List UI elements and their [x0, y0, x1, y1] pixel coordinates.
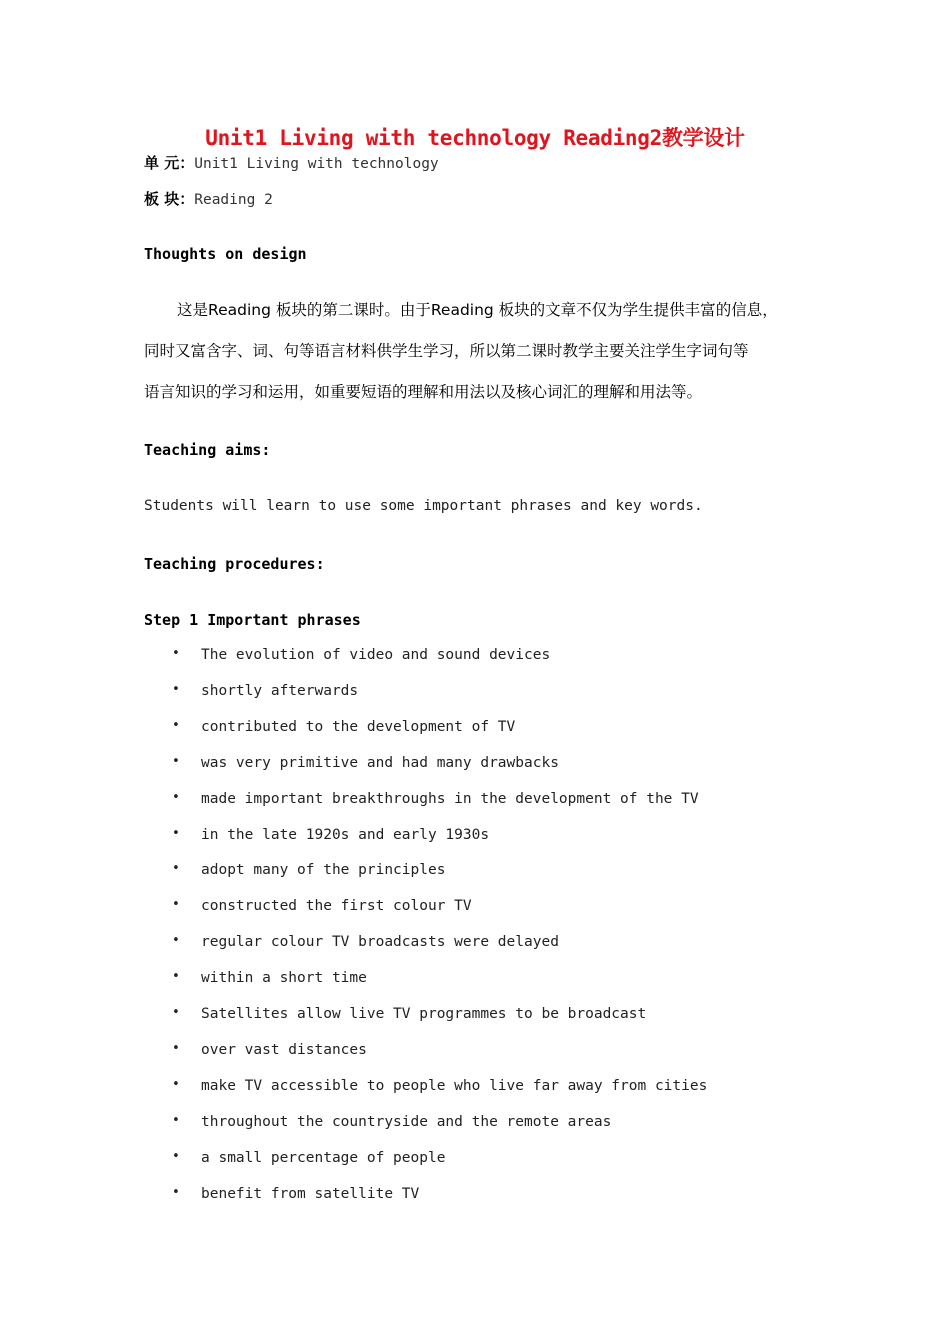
thoughts-heading: Thoughts on design [144, 245, 307, 263]
bullet-icon: • [172, 825, 180, 841]
bullet-icon: • [172, 1184, 180, 1200]
bullet-icon: • [172, 789, 180, 805]
aims-heading: Teaching aims: [144, 441, 271, 459]
list-item-text: adopt many of the principles [201, 862, 446, 879]
bullet-icon: • [172, 897, 180, 913]
bullet-icon: • [172, 1076, 180, 1092]
block-row [144, 188, 273, 209]
procedures-heading: Teaching procedures: [144, 555, 325, 573]
list-item-text: was very primitive and had many drawbacks [201, 754, 559, 771]
unit-label: 单 元： [144, 154, 195, 172]
step1-heading: Step 1 Important phrases [144, 611, 361, 629]
bullet-icon: • [172, 717, 180, 733]
bullet-icon: • [172, 1040, 180, 1056]
bullet-icon: • [172, 861, 180, 877]
bullet-icon: • [172, 753, 180, 769]
block-value: Reading 2 [194, 192, 273, 208]
list-item-text: regular colour TV broadcasts were delayed [201, 934, 559, 951]
list-item-text: The evolution of video and sound devices [201, 647, 551, 663]
bullet-icon: • [172, 646, 180, 661]
document-title: Unit1 Living with technology Reading2教学设计 [205, 126, 745, 150]
bullet-icon: • [172, 1112, 180, 1128]
bullet-icon: • [172, 933, 180, 949]
bullet-icon: • [172, 681, 180, 697]
thoughts-paragraph [144, 290, 824, 413]
aims-text: Students will learn to use some important phrases and key words. [144, 498, 703, 514]
list-item-text: contributed to the development of TV [201, 718, 516, 735]
list-item-text: make TV accessible to people who live far away from cities [201, 1077, 708, 1094]
bullet-icon: • [172, 969, 180, 985]
unit-value: Unit1 Living with technology [194, 156, 439, 172]
unit-row [144, 152, 439, 173]
bullet-icon: • [172, 1148, 180, 1164]
list-item-text: Satellites allow live TV programmes to be broadcast [201, 1006, 647, 1022]
block-label: 板 块： [144, 190, 195, 208]
list-item-text: shortly afterwards [201, 682, 359, 699]
list-item-text: benefit from satellite TV [201, 1185, 420, 1202]
thoughts-line-2: 同时又富含字、词、句等语言材料供学生学习，所以第二课时教学主要关注学生字词句等 [144, 342, 749, 360]
list-item-text: in the late 1920s and early 1930s [201, 826, 490, 843]
list-item-text: made important breakthroughs in the development of the TV [201, 790, 699, 807]
bullet-icon: • [172, 1005, 180, 1020]
thoughts-line-3: 语言知识的学习和运用，如重要短语的理解和用法以及核心词汇的理解和用法等。 [144, 383, 703, 401]
list-item-text: within a short time [201, 970, 367, 987]
list-item-text: throughout the countryside and the remote areas [201, 1113, 612, 1130]
list-item-text: constructed the first colour TV [201, 898, 472, 915]
list-item-text: over vast distances [201, 1041, 367, 1058]
list-item-text: a small percentage of people [201, 1149, 446, 1166]
thoughts-line-1: 这是Reading 板块的第二课时。由于Reading 板块的文章不仅为学生提供丰富的信息， [177, 301, 778, 319]
